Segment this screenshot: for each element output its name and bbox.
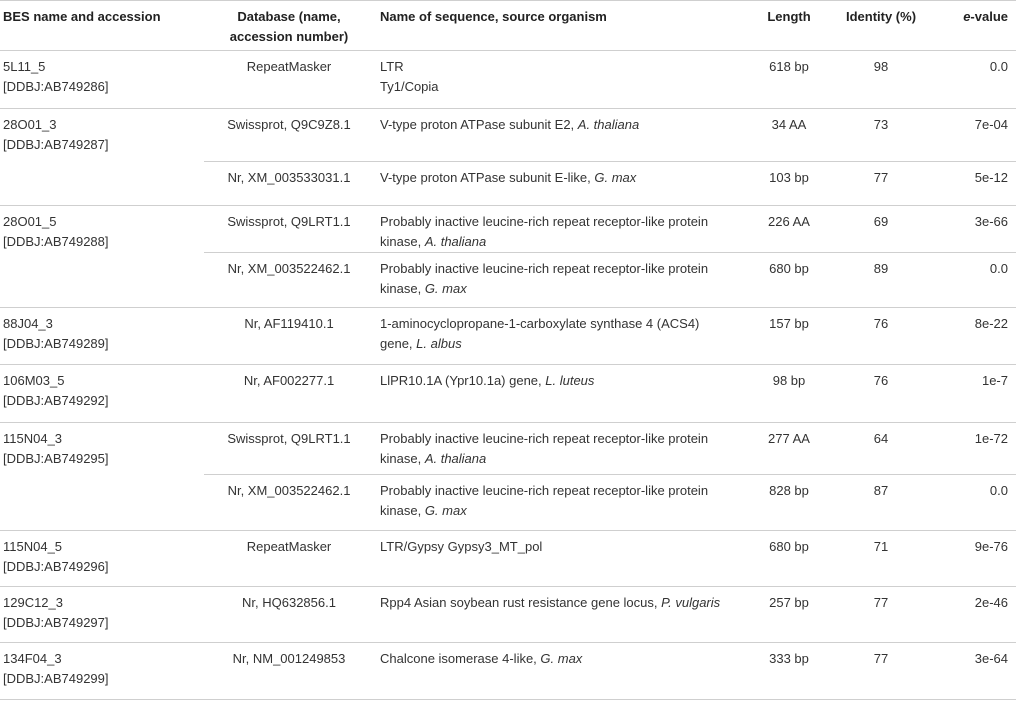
length-cell: 34 AA: [752, 109, 826, 162]
length-cell: 277 AA: [752, 423, 826, 475]
sequence-cell: [374, 365, 752, 423]
sequence-line1: 1-aminocyclopropane-1-carboxylate synthase 4 (ACS4): [380, 316, 700, 331]
bes-name-cell: [0, 206, 204, 308]
bes-name-cell: [0, 109, 204, 206]
identity-cell: 77: [826, 162, 936, 206]
bes-name: 129C12_3: [3, 595, 63, 610]
sequence-text: kinase,: [380, 234, 425, 249]
sequence-line1: Probably inactive leucine-rich repeat receptor-like protein: [380, 431, 709, 446]
bes-accession: [DDBJ:AB749299]: [3, 671, 109, 686]
identity-cell: 77: [826, 643, 936, 700]
col-header-length: Length: [752, 1, 826, 51]
table-row: [0, 423, 1016, 475]
bes-name: 88J04_3: [3, 316, 53, 331]
col-header-database-line1: Database (name,: [237, 9, 341, 24]
bes-accession: [DDBJ:AB749289]: [3, 336, 109, 351]
bes-name: 28O01_3: [3, 117, 57, 132]
bes-name: 5L11_5: [3, 59, 46, 74]
evalue-cell: 8e-22: [936, 308, 1016, 365]
col-header-evalue: [936, 1, 1016, 51]
identity-cell: 71: [826, 531, 936, 587]
evalue-cell: 1e-7: [936, 365, 1016, 423]
length-cell: 618 bp: [752, 51, 826, 109]
identity-cell: 76: [826, 308, 936, 365]
species-name: G. max: [424, 503, 467, 518]
length-cell: 680 bp: [752, 531, 826, 587]
col-header-database-line2: accession number): [229, 29, 349, 44]
identity-cell: 89: [826, 253, 936, 308]
evalue-cell: 0.0: [936, 253, 1016, 308]
identity-cell: 76: [826, 365, 936, 423]
table-row: [0, 531, 1016, 587]
species-name: G. max: [594, 170, 637, 185]
bes-name: 134F04_3: [3, 651, 62, 666]
sequence-text: gene,: [380, 336, 417, 351]
bes-accession: [DDBJ:AB749292]: [3, 393, 109, 408]
sequence-cell: [374, 587, 752, 643]
database-cell: Nr, AF002277.1: [204, 365, 374, 423]
species-name: A. thaliana: [424, 234, 487, 249]
database-cell: Nr, XM_003522462.1: [204, 475, 374, 531]
species-name: G. max: [424, 281, 467, 296]
database-cell: RepeatMasker: [204, 51, 374, 109]
bes-name: 115N04_3: [3, 431, 63, 446]
sequence-cell: [374, 253, 752, 308]
species-name: P. vulgaris: [661, 595, 721, 610]
database-cell: Nr, XM_003522462.1: [204, 253, 374, 308]
table-row: [0, 365, 1016, 423]
col-header-sequence: Name of sequence, source organism: [374, 1, 752, 51]
sequence-text: V-type proton ATPase subunit E2,: [380, 117, 578, 132]
evalue-cell: 0.0: [936, 51, 1016, 109]
bes-name-cell: [0, 587, 204, 643]
identity-cell: 73: [826, 109, 936, 162]
database-cell: Swissprot, Q9LRT1.1: [204, 206, 374, 253]
database-cell: RepeatMasker: [204, 531, 374, 587]
table-row: [0, 308, 1016, 365]
sequence-cell: [374, 531, 752, 587]
evalue-cell: 1e-72: [936, 423, 1016, 475]
evalue-cell: 3e-66: [936, 206, 1016, 253]
sequence-line1: Probably inactive leucine-rich repeat receptor-like protein: [380, 214, 709, 229]
bes-accession: [DDBJ:AB749287]: [3, 137, 109, 152]
length-cell: 828 bp: [752, 475, 826, 531]
database-cell: Swissprot, Q9C9Z8.1: [204, 109, 374, 162]
col-header-identity: Identity (%): [826, 1, 936, 51]
sequence-cell: [374, 51, 752, 109]
table-row: [0, 206, 1016, 253]
species-name: L. albus: [416, 336, 462, 351]
length-cell: 333 bp: [752, 643, 826, 700]
col-header-evalue-italic: e: [963, 9, 971, 24]
sequence-text: kinase,: [380, 503, 425, 518]
col-header-evalue-rest: -value: [970, 9, 1008, 24]
species-name: A. thaliana: [424, 451, 487, 466]
identity-cell: 64: [826, 423, 936, 475]
header-row: [0, 1, 1016, 51]
table-row: [0, 643, 1016, 700]
bes-name-cell: [0, 643, 204, 700]
bes-name-cell: [0, 51, 204, 109]
length-cell: 226 AA: [752, 206, 826, 253]
bes-name-cell: [0, 365, 204, 423]
bes-name-cell: [0, 423, 204, 531]
sequence-cell: [374, 162, 752, 206]
evalue-cell: 0.0: [936, 475, 1016, 531]
bes-name: 28O01_5: [3, 214, 57, 229]
identity-cell: 98: [826, 51, 936, 109]
table-row: [0, 109, 1016, 162]
sequence-text: Chalcone isomerase 4-like,: [380, 651, 541, 666]
bes-name-cell: [0, 308, 204, 365]
species-name: A. thaliana: [577, 117, 640, 132]
length-cell: 98 bp: [752, 365, 826, 423]
length-cell: 157 bp: [752, 308, 826, 365]
sequence-text: LTR/Gypsy Gypsy3_MT_pol: [380, 539, 543, 554]
sequence-cell: [374, 308, 752, 365]
sequence-text: V-type proton ATPase subunit E-like,: [380, 170, 595, 185]
database-cell: Nr, AF119410.1: [204, 308, 374, 365]
sequence-cell: [374, 109, 752, 162]
database-cell: Nr, NM_001249853: [204, 643, 374, 700]
sequence-text: kinase,: [380, 281, 425, 296]
identity-cell: 69: [826, 206, 936, 253]
evalue-cell: 5e-12: [936, 162, 1016, 206]
species-name: L. luteus: [545, 373, 595, 388]
species-name: G. max: [540, 651, 583, 666]
database-cell: Swissprot, Q9LRT1.1: [204, 423, 374, 475]
bes-accession: [DDBJ:AB749288]: [3, 234, 109, 249]
sequence-cell: [374, 643, 752, 700]
evalue-cell: 7e-04: [936, 109, 1016, 162]
length-cell: 103 bp: [752, 162, 826, 206]
table-row: [0, 587, 1016, 643]
col-header-database: [204, 1, 374, 51]
bes-accession: [DDBJ:AB749296]: [3, 559, 109, 574]
sequence-line2: Ty1/Copia: [380, 79, 439, 94]
sequence-text: Rpp4 Asian soybean rust resistance gene locus,: [380, 595, 662, 610]
sequence-text: kinase,: [380, 451, 425, 466]
col-header-bes-name: BES name and accession: [0, 1, 204, 51]
database-cell: Nr, XM_003533031.1: [204, 162, 374, 206]
sequence-line1: Probably inactive leucine-rich repeat receptor-like protein: [380, 483, 709, 498]
bes-accession: [DDBJ:AB749297]: [3, 615, 109, 630]
bes-accession: [DDBJ:AB749295]: [3, 451, 109, 466]
sequence-cell: [374, 206, 752, 253]
evalue-cell: 2e-46: [936, 587, 1016, 643]
sequence-cell: [374, 475, 752, 531]
sequence-text: LlPR10.1A (Ypr10.1a) gene,: [380, 373, 546, 388]
evalue-cell: 3e-64: [936, 643, 1016, 700]
length-cell: 257 bp: [752, 587, 826, 643]
bes-accession: [DDBJ:AB749286]: [3, 79, 109, 94]
table-row: [0, 51, 1016, 109]
bes-name: 115N04_5: [3, 539, 63, 554]
database-cell: Nr, HQ632856.1: [204, 587, 374, 643]
identity-cell: 87: [826, 475, 936, 531]
identity-cell: 77: [826, 587, 936, 643]
sequence-line1: LTR: [380, 59, 404, 74]
sequence-cell: [374, 423, 752, 475]
length-cell: 680 bp: [752, 253, 826, 308]
evalue-cell: 9e-76: [936, 531, 1016, 587]
sequence-line1: Probably inactive leucine-rich repeat receptor-like protein: [380, 261, 709, 276]
bes-name: 106M03_5: [3, 373, 65, 388]
bes-name-cell: [0, 531, 204, 587]
